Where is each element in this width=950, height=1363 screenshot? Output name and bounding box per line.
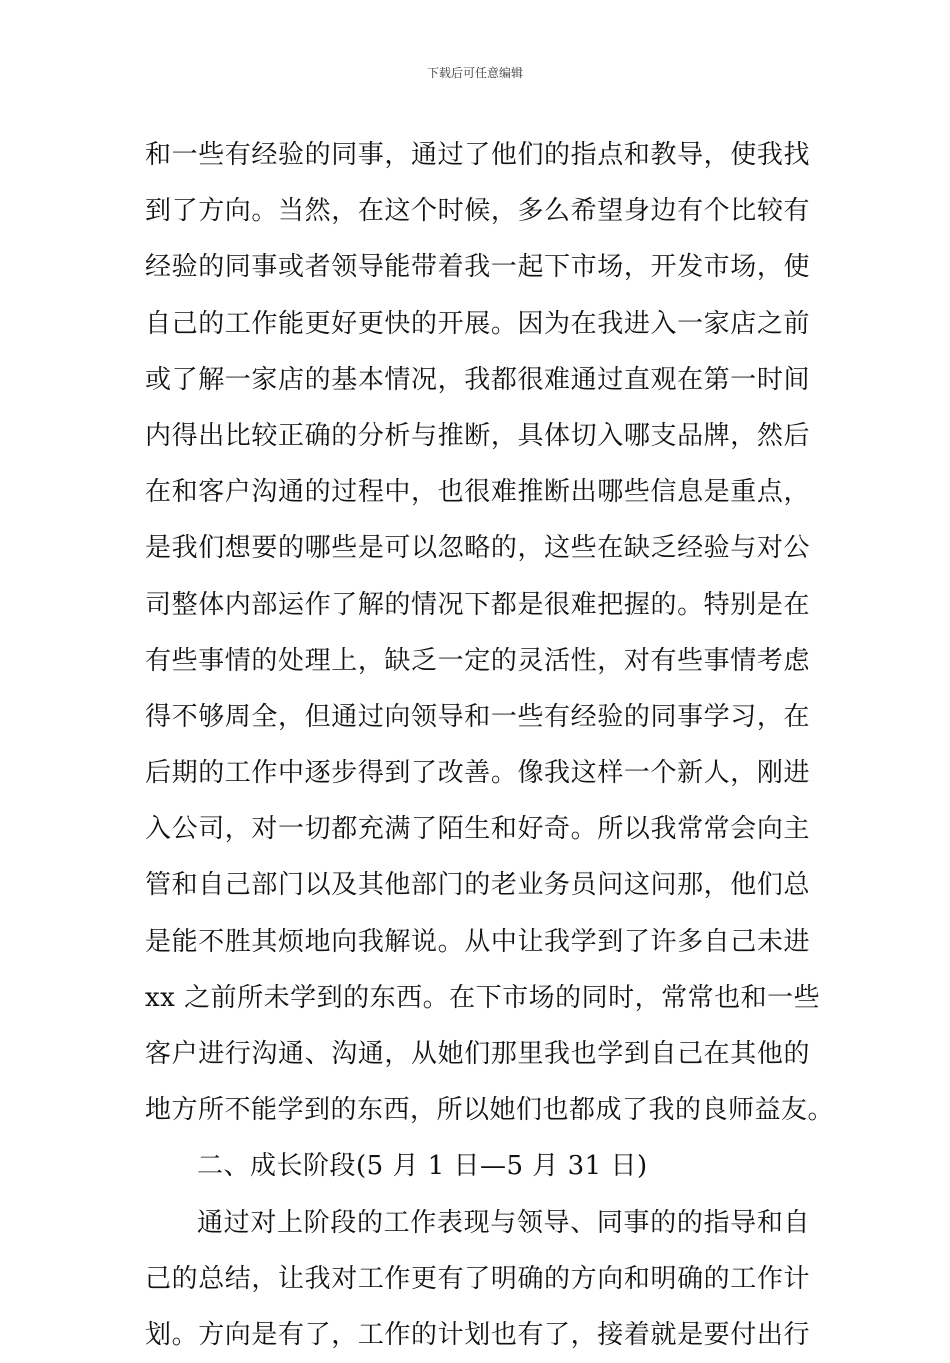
text-line: 经验的同事或者领导能带着我一起下市场，开发市场，使	[145, 252, 810, 283]
text-line: 己的总结，让我对工作更有了明确的方向和明确的工作计	[145, 1263, 810, 1294]
text-line: 司整体内部运作了解的情况下都是很难把握的。特别是在	[145, 589, 810, 620]
text-line: 自己的工作能更好更快的开展。因为在我进入一家店之前	[145, 308, 810, 339]
text-line: 内得出比较正确的分析与推断，具体切入哪支品牌，然后	[145, 420, 810, 451]
text-line: 得不够周全，但通过向领导和一些有经验的同事学习，在	[145, 701, 810, 732]
paragraph-1	[145, 127, 835, 1138]
text-line: xx 之前所未学到的东西。在下市场的同时，常常也和一些	[145, 982, 821, 1013]
text-line: 有些事情的处理上，缺乏一定的灵活性，对有些事情考虑	[145, 645, 810, 676]
text-line: 是能不胜其烦地向我解说。从中让我学到了许多自己未进	[145, 926, 810, 957]
document-body	[145, 127, 835, 1363]
text-line: 通过对上阶段的工作表现与领导、同事的的指导和自	[197, 1207, 810, 1238]
text-line: 客户进行沟通、沟通，从她们那里我也学到自己在其他的	[145, 1039, 810, 1069]
text-line: 在和客户沟通的过程中，也很难推断出哪些信息是重点，	[145, 477, 810, 508]
paragraph-2	[145, 1195, 810, 1363]
text-line: 到了方向。当然，在这个时候，多么希望身边有个比较有	[145, 196, 810, 227]
text-line: 后期的工作中逐步得到了改善。像我这样一个新人，刚进	[145, 758, 810, 789]
text-line: 管和自己部门以及其他部门的老业务员问这问那，他们总	[145, 870, 810, 901]
page-header: 下载后可任意编辑	[426, 66, 523, 80]
text-line: 和一些有经验的同事，通过了他们的指点和教导，使我找	[145, 140, 810, 170]
text-line: 是我们想要的哪些是可以忽略的，这些在缺乏经验与对公	[145, 533, 810, 564]
text-line: 入公司，对一切都充满了陌生和好奇。所以我常常会向主	[145, 814, 810, 845]
section-heading: 二、成长阶段(5 月 1 日—5 月 31 日)	[197, 1151, 648, 1182]
text-line: 划。方向是有了，工作的计划也有了，接着就是要付出行	[145, 1319, 810, 1350]
text-line: 地方所不能学到的东西，所以她们也都成了我的良师益友。	[145, 1095, 835, 1126]
text-line: 或了解一家店的基本情况，我都很难通过直观在第一时间	[145, 364, 810, 395]
